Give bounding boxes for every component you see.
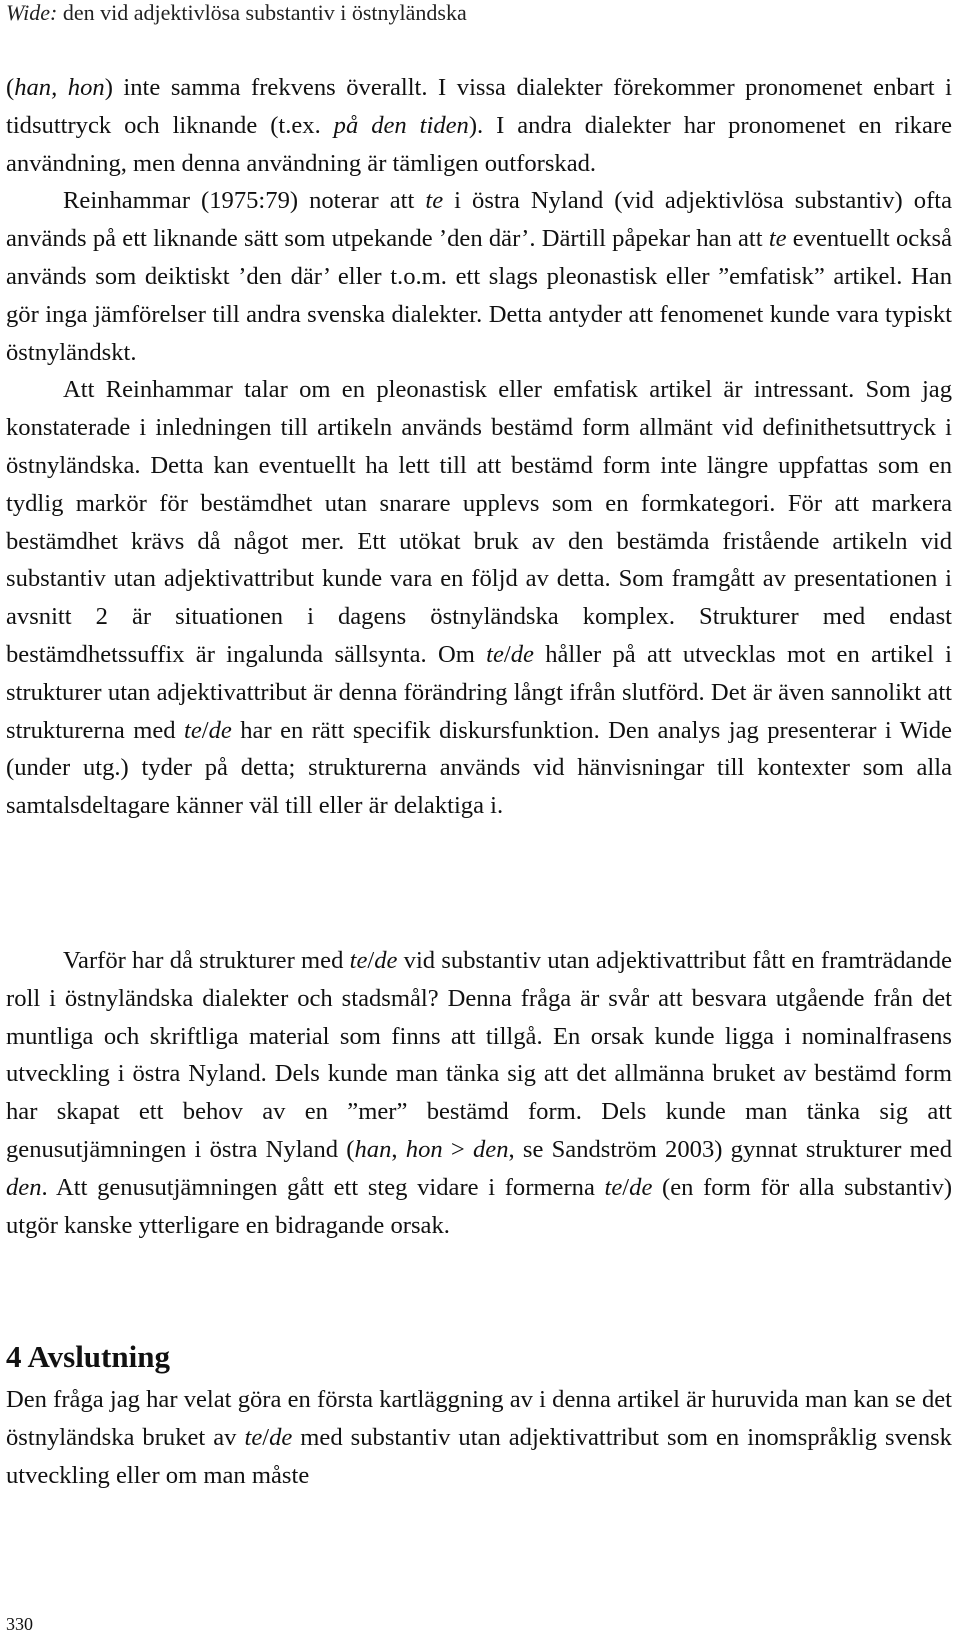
text-run: , (391, 1135, 406, 1163)
text-run: Att Reinhammar talar om en pleonastisk eller emfatisk artikel är intressant. Som jag konstaterade i inledningen till artikeln används bestämd form allmänt vid definithetsuttryck i östnyländska. Detta kan eventuellt ha lett till att bestämd form inte längre uppfattas som en tydlig markör för bestämdhet utan snarare upplevs som en formkategori. För att markera bestämdhet krävs då något mer. Ett utökat bruk av den bestämda fristående artikeln vid substantiv utan adjektivattribut kunde vara en följd av detta. Som framgått av presentationen i avsnitt 2 är situationen i dagens östnyländska komplex. Strukturer med endast bestämdhetssuffix är ingalunda sällsynta. Om (6, 376, 952, 668)
text-run: håller på att utvecklas mot en artikel i strukturer utan adjektivattribut är denna förändring långt ifrån slutförd. Det är även sannolikt att strukturerna med (6, 640, 952, 744)
running-head-author: Wide: (6, 0, 58, 25)
text-run: ). I andra dialekter har pronomenet en rikare användning, men denna användning är tämligen outforskad. (6, 111, 952, 177)
body-text-block-3 (6, 1381, 952, 1494)
italic-term: på den tiden (333, 111, 469, 139)
text-run: > (442, 1135, 473, 1163)
paragraph-continuation (6, 69, 952, 182)
italic-term: te (244, 1423, 263, 1451)
text-run: eventuellt också används som deiktiskt ’den där’ eller t.o.m. ett slags pleonastisk eller ”emfatisk” artikel. Han gör inga jämförelser till andra svenska dialekter. Detta antyder att fenomenet kunde vara typiskt östnyländskt. (6, 225, 952, 366)
text-run: . Att genusutjämningen gått ett steg vidare i formerna (41, 1173, 605, 1201)
page-number: 330 (6, 1614, 33, 1634)
text-run: har en rätt specifik diskursfunktion. Den analys jag presenterar i Wide (under utg.) tyder på detta; strukturerna används vid hänvisningar till kontexter som alla samtalsdeltagare känner väl till eller är delaktiga i. (6, 716, 952, 820)
text-run: Varför har då strukturer med (63, 947, 350, 974)
italic-term: te (349, 947, 368, 974)
paragraph-reinhammar (6, 182, 952, 371)
italic-term: te (486, 640, 504, 668)
italic-term: den (6, 1173, 42, 1201)
italic-term: te (604, 1173, 623, 1201)
running-head-title: den vid adjektivlösa substantiv i östnyländska (57, 0, 467, 25)
text-run: vid substantiv utan adjektivattribut fått en framträdande roll i östnyländska dialekter och stadsmål? Denna fråga är svår att besvara utgående från det muntliga och skriftliga material som finns att tillgå. En orsak kunde ligga i nominalfrasens utveckling i östra Nyland. Dels kunde man tänka sig att det allmänna bruket av bestämd form har skapat ett behov av en ”mer” bestämd form. Dels kunde man tänka sig att genusutjämningen i östra Nyland ( (6, 947, 952, 1163)
italic-term: te (425, 187, 444, 215)
italic-term: de (629, 1173, 653, 1201)
italic-term: de (374, 947, 398, 974)
italic-term: de (510, 640, 534, 668)
text-run: / (622, 1173, 630, 1201)
text-run: Den fråga jag har velat göra en första kartläggning av i denna artikel är huruvida man kan se det östnyländska bruket av (6, 1386, 952, 1451)
italic-term: de (269, 1423, 293, 1451)
italic-term: te (768, 225, 787, 253)
text-run: med substantiv utan adjektivattribut som en inomspråklig svensk utveckling eller om man måste (6, 1423, 952, 1489)
section-heading: 4 Avslutning (6, 1339, 170, 1374)
italic-term: den (473, 1135, 509, 1163)
text-run: / (201, 716, 209, 744)
italic-term: han (354, 1135, 392, 1163)
text-run: ) inte samma frekvens överallt. I vissa dialekter förekommer pronomenet enbart i tidsuttryck och liknande (t.ex. (6, 74, 953, 139)
italic-term: de (208, 716, 232, 744)
text-run: , se Sandström 2003) gynnat strukturer med (508, 1135, 953, 1163)
text-run: / (262, 1423, 270, 1451)
running-head (6, 0, 467, 26)
paragraph-why-structures (6, 942, 952, 1244)
italic-term: han, hon (14, 74, 105, 101)
italic-term: te (184, 716, 202, 744)
body-text-block-2 (6, 942, 952, 1244)
text-run: ( (6, 74, 15, 101)
paragraph-pleonastic-article (6, 371, 952, 825)
text-run: Reinhammar (1975:79) noterar att (63, 187, 426, 215)
body-text-block-1 (6, 69, 952, 825)
text-run: i östra Nyland (vid adjektivlösa substantiv) ofta används på ett liknande sätt som utpekande ’den där’. Därtill påpekar han att (6, 187, 953, 253)
text-run: (en form för alla substantiv) utgör kanske ytterligare en bidragande orsak. (6, 1173, 953, 1239)
paragraph-conclusion (6, 1381, 952, 1494)
text-run: / (367, 947, 375, 974)
text-run: / (503, 640, 511, 668)
italic-term: hon (405, 1135, 443, 1163)
